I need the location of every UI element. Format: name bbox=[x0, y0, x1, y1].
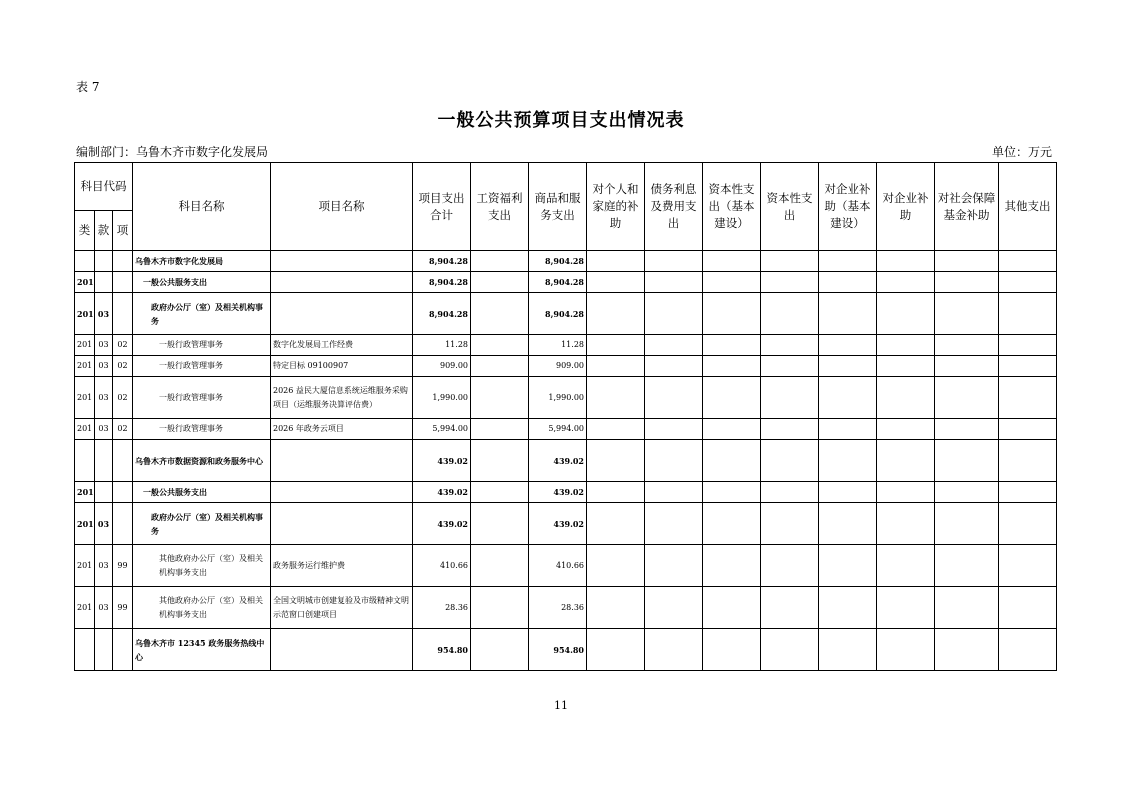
subject-cell: 乌鲁木齐市数据资源和政务服务中心 bbox=[133, 440, 271, 482]
lei-cell: 201 bbox=[75, 272, 95, 293]
xiang-cell bbox=[113, 482, 133, 503]
subject-cell: 乌鲁木齐市数字化发展局 bbox=[133, 251, 271, 272]
lei-cell: 201 bbox=[75, 482, 95, 503]
project-cell: 2026 年政务云项目 bbox=[271, 419, 413, 440]
kuan-cell: 03 bbox=[95, 503, 113, 545]
total-cell: 410.66 bbox=[413, 545, 471, 587]
xiang-cell bbox=[113, 503, 133, 545]
subject-cell: 一般公共服务支出 bbox=[133, 482, 271, 503]
header-goods: 商品和服务支出 bbox=[529, 163, 587, 251]
header-project-name: 项目名称 bbox=[271, 163, 413, 251]
xiang-cell: 02 bbox=[113, 377, 133, 419]
total-cell: 8,904.28 bbox=[413, 251, 471, 272]
page-number: 11 bbox=[554, 699, 568, 712]
project-cell: 特定目标 09100907 bbox=[271, 356, 413, 377]
kuan-cell: 03 bbox=[95, 293, 113, 335]
goods-cell: 11.28 bbox=[529, 335, 587, 356]
table-row bbox=[75, 440, 1057, 482]
table-row bbox=[75, 272, 1057, 293]
xiang-cell bbox=[113, 629, 133, 671]
kuan-cell: 03 bbox=[95, 356, 113, 377]
table-row bbox=[75, 377, 1057, 419]
project-cell bbox=[271, 503, 413, 545]
lei-cell: 201 bbox=[75, 377, 95, 419]
kuan-cell bbox=[95, 440, 113, 482]
header-capital-basic: 资本性支出（基本建设） bbox=[703, 163, 761, 251]
project-cell bbox=[271, 629, 413, 671]
project-cell: 2026 益民大厦信息系统运维服务采购项目（运维服务决算评估费） bbox=[271, 377, 413, 419]
table-row bbox=[75, 335, 1057, 356]
total-cell: 909.00 bbox=[413, 356, 471, 377]
xiang-cell: 02 bbox=[113, 335, 133, 356]
project-cell bbox=[271, 482, 413, 503]
lei-cell: 201 bbox=[75, 545, 95, 587]
total-cell: 5,994.00 bbox=[413, 419, 471, 440]
goods-cell: 8,904.28 bbox=[529, 293, 587, 335]
subject-cell: 政府办公厅（室）及相关机构事务 bbox=[133, 293, 271, 335]
subject-cell: 一般行政管理事务 bbox=[133, 377, 271, 419]
kuan-cell: 03 bbox=[95, 377, 113, 419]
total-cell: 8,904.28 bbox=[413, 272, 471, 293]
total-cell: 439.02 bbox=[413, 482, 471, 503]
xiang-cell bbox=[113, 272, 133, 293]
header-lei: 类 bbox=[75, 211, 95, 251]
xiang-cell: 02 bbox=[113, 419, 133, 440]
table-row bbox=[75, 251, 1057, 272]
goods-cell: 8,904.28 bbox=[529, 272, 587, 293]
total-cell: 28.36 bbox=[413, 587, 471, 629]
header-other: 其他支出 bbox=[999, 163, 1057, 251]
kuan-cell: 03 bbox=[95, 587, 113, 629]
subject-cell: 一般行政管理事务 bbox=[133, 356, 271, 377]
project-cell bbox=[271, 440, 413, 482]
goods-cell: 439.02 bbox=[529, 503, 587, 545]
header-wages: 工资福利支出 bbox=[471, 163, 529, 251]
kuan-cell bbox=[95, 272, 113, 293]
lei-cell bbox=[75, 629, 95, 671]
header-enterprise: 对企业补助 bbox=[877, 163, 935, 251]
goods-cell: 5,994.00 bbox=[529, 419, 587, 440]
total-cell: 439.02 bbox=[413, 440, 471, 482]
subject-cell: 一般公共服务支出 bbox=[133, 272, 271, 293]
goods-cell: 410.66 bbox=[529, 545, 587, 587]
table-row bbox=[75, 545, 1057, 587]
header-enterprise-basic: 对企业补助（基本建设） bbox=[819, 163, 877, 251]
xiang-cell: 02 bbox=[113, 356, 133, 377]
goods-cell: 954.80 bbox=[529, 629, 587, 671]
goods-cell: 1,990.00 bbox=[529, 377, 587, 419]
header-kuan: 款 bbox=[95, 211, 113, 251]
kuan-cell: 03 bbox=[95, 545, 113, 587]
header-household: 对个人和家庭的补助 bbox=[587, 163, 645, 251]
subject-cell: 政府办公厅（室）及相关机构事务 bbox=[133, 503, 271, 545]
xiang-cell bbox=[113, 293, 133, 335]
project-cell: 全国文明城市创建复验及市级精神文明示范窗口创建项目 bbox=[271, 587, 413, 629]
table-row bbox=[75, 482, 1057, 503]
goods-cell: 909.00 bbox=[529, 356, 587, 377]
table-row bbox=[75, 503, 1057, 545]
lei-cell bbox=[75, 440, 95, 482]
subject-cell: 其他政府办公厅（室）及相关机构事务支出 bbox=[133, 587, 271, 629]
goods-cell: 8,904.28 bbox=[529, 251, 587, 272]
project-cell: 数字化发展局工作经费 bbox=[271, 335, 413, 356]
project-cell bbox=[271, 272, 413, 293]
lei-cell: 201 bbox=[75, 335, 95, 356]
subject-cell: 乌鲁木齐市 12345 政务服务热线中心 bbox=[133, 629, 271, 671]
lei-cell: 201 bbox=[75, 356, 95, 377]
goods-cell: 439.02 bbox=[529, 440, 587, 482]
department-label: 编制部门：乌鲁木齐市数字化发展局 bbox=[76, 145, 269, 159]
unit-label: 单位：万元 bbox=[991, 145, 1052, 159]
header-debt: 债务利息及费用支出 bbox=[645, 163, 703, 251]
xiang-cell: 99 bbox=[113, 545, 133, 587]
header-total: 项目支出合计 bbox=[413, 163, 471, 251]
project-cell bbox=[271, 251, 413, 272]
subject-cell: 一般行政管理事务 bbox=[133, 335, 271, 356]
lei-cell: 201 bbox=[75, 587, 95, 629]
xiang-cell bbox=[113, 440, 133, 482]
header-social: 对社会保障基金补助 bbox=[935, 163, 999, 251]
xiang-cell: 99 bbox=[113, 587, 133, 629]
table-row bbox=[75, 587, 1057, 629]
kuan-cell: 03 bbox=[95, 335, 113, 356]
kuan-cell bbox=[95, 251, 113, 272]
total-cell: 954.80 bbox=[413, 629, 471, 671]
page-title: 一般公共预算项目支出情况表 bbox=[437, 110, 685, 131]
kuan-cell bbox=[95, 629, 113, 671]
table-row bbox=[75, 293, 1057, 335]
subject-cell: 其他政府办公厅（室）及相关机构事务支出 bbox=[133, 545, 271, 587]
header-subject-name: 科目名称 bbox=[133, 163, 271, 251]
table-number: 表 7 bbox=[76, 80, 100, 94]
budget-table bbox=[74, 162, 1057, 671]
total-cell: 8,904.28 bbox=[413, 293, 471, 335]
total-cell: 11.28 bbox=[413, 335, 471, 356]
total-cell: 439.02 bbox=[413, 503, 471, 545]
xiang-cell bbox=[113, 251, 133, 272]
kuan-cell: 03 bbox=[95, 419, 113, 440]
header-xiang: 项 bbox=[113, 211, 133, 251]
table-row bbox=[75, 419, 1057, 440]
project-cell: 政务服务运行维护费 bbox=[271, 545, 413, 587]
project-cell bbox=[271, 293, 413, 335]
lei-cell bbox=[75, 251, 95, 272]
header-subject-code: 科目代码 bbox=[75, 163, 133, 211]
table-row bbox=[75, 356, 1057, 377]
lei-cell: 201 bbox=[75, 419, 95, 440]
lei-cell: 201 bbox=[75, 503, 95, 545]
kuan-cell bbox=[95, 482, 113, 503]
lei-cell: 201 bbox=[75, 293, 95, 335]
header-capital: 资本性支出 bbox=[761, 163, 819, 251]
goods-cell: 439.02 bbox=[529, 482, 587, 503]
subject-cell: 一般行政管理事务 bbox=[133, 419, 271, 440]
table-row bbox=[75, 629, 1057, 671]
total-cell: 1,990.00 bbox=[413, 377, 471, 419]
goods-cell: 28.36 bbox=[529, 587, 587, 629]
